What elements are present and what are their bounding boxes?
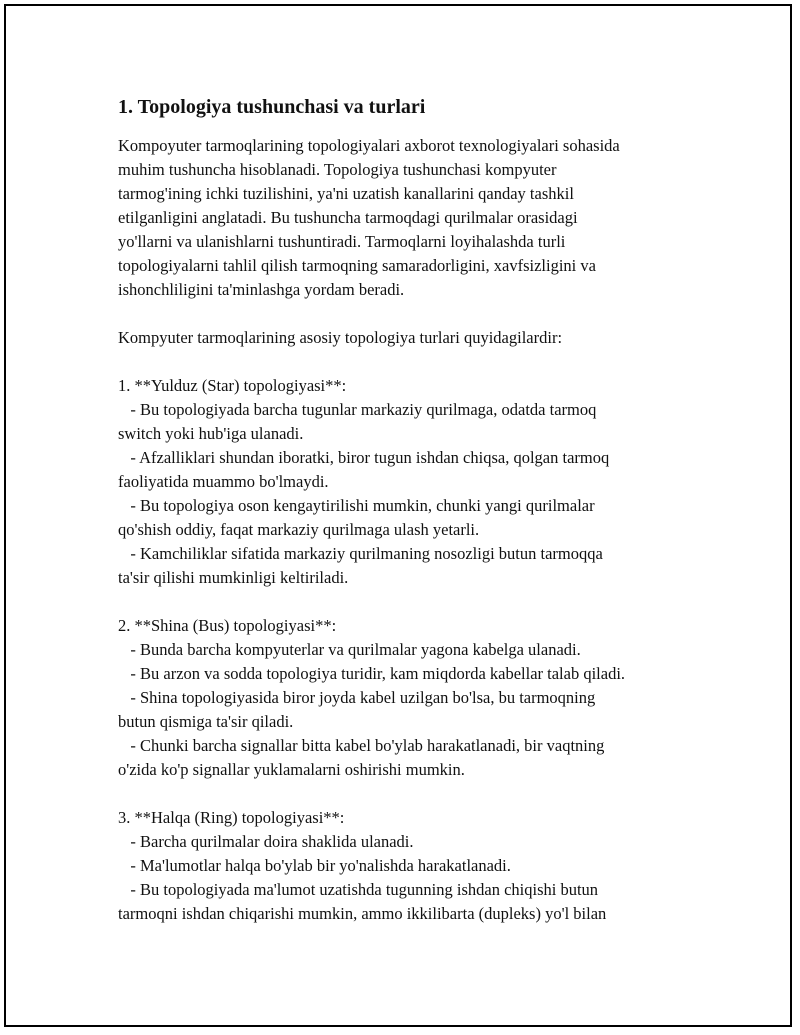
text-line: switch yoki hub'iga ulanadi. xyxy=(118,424,304,443)
text-line: ta'sir qilishi mumkinligi keltiriladi. xyxy=(118,568,349,587)
text-line: - Bu arzon va sodda topologiya turidir, kam miqdorda kabellar talab qiladi. xyxy=(118,664,626,683)
text-line: - Barcha qurilmalar doira shaklida ulanadi. xyxy=(118,832,414,851)
text-line: - Bu topologiyada ma'lumot uzatishda tugunning ishdan chiqishi butun xyxy=(118,880,599,899)
ring-topology-item xyxy=(118,806,698,926)
document-body xyxy=(118,94,698,950)
text-line: etilganligini anglatadi. Bu tushuncha tarmoqdagi qurilmalar orasidagi xyxy=(118,208,578,227)
list-item-heading: 1. **Yulduz (Star) topologiyasi**: xyxy=(118,376,347,395)
star-topology-item xyxy=(118,374,698,590)
list-item-heading: 2. **Shina (Bus) topologiyasi**: xyxy=(118,616,337,635)
text-line: - Ma'lumotlar halqa bo'ylab bir yo'nalishda harakatlanadi. xyxy=(118,856,511,875)
text-line: qo'shish oddiy, faqat markaziy qurilmaga ulash yetarli. xyxy=(118,520,480,539)
section-title: 1. Topologiya tushunchasi va turlari xyxy=(118,96,426,118)
intro-paragraph xyxy=(118,134,698,302)
text-line: faoliyatida muammo bo'lmaydi. xyxy=(118,472,329,491)
text-line: Kompoyuter tarmoqlarining topologiyalari axborot texnologiyalari sohasida xyxy=(118,136,620,155)
text-line: butun qismiga ta'sir qiladi. xyxy=(118,712,294,731)
list-item-heading: 3. **Halqa (Ring) topologiyasi**: xyxy=(118,808,345,827)
text-line: - Bunda barcha kompyuterlar va qurilmalar yagona kabelga ulanadi. xyxy=(118,640,581,659)
bus-topology-item xyxy=(118,614,698,782)
text-line: - Kamchiliklar sifatida markaziy qurilmaning nosozligi butun tarmoqqa xyxy=(118,544,603,563)
text-line: - Chunki barcha signallar bitta kabel bo'ylab harakatlanadi, bir vaqtning xyxy=(118,736,605,755)
text-line: - Shina topologiyasida biror joyda kabel uzilgan bo'lsa, bu tarmoqning xyxy=(118,688,596,707)
text-line: - Bu topologiyada barcha tugunlar markaziy qurilmaga, odatda tarmoq xyxy=(118,400,597,419)
text-line: - Afzalliklari shundan iboratki, biror tugun ishdan chiqsa, qolgan tarmoq xyxy=(118,448,610,467)
text-line: - Bu topologiya oson kengaytirilishi mumkin, chunki yangi qurilmalar xyxy=(118,496,595,515)
text-line: topologiyalarni tahlil qilish tarmoqning samaradorligini, xavfsizligini va xyxy=(118,256,596,275)
text-line: tarmoqni ishdan chiqarishi mumkin, ammo ikkilibarta (dupleks) yo'l bilan xyxy=(118,904,607,923)
text-line: yo'llarni va ulanishlarni tushuntiradi. Tarmoqlarni loyihalashda turli xyxy=(118,232,566,251)
text-line: o'zida ko'p signallar yuklamalarni oshirishi mumkin. xyxy=(118,760,465,779)
text-line: muhim tushuncha hisoblanadi. Topologiya tushunchasi kompyuter xyxy=(118,160,557,179)
text-line: tarmog'ining ichki tuzilishini, ya'ni uzatish kanallarini qanday tashkil xyxy=(118,184,574,203)
text-line: ishonchliligini ta'minlashga yordam beradi. xyxy=(118,280,405,299)
list-intro-paragraph xyxy=(118,326,698,350)
text-line: Kompyuter tarmoqlarining asosiy topologiya turlari quyidagilardir: xyxy=(118,328,563,347)
